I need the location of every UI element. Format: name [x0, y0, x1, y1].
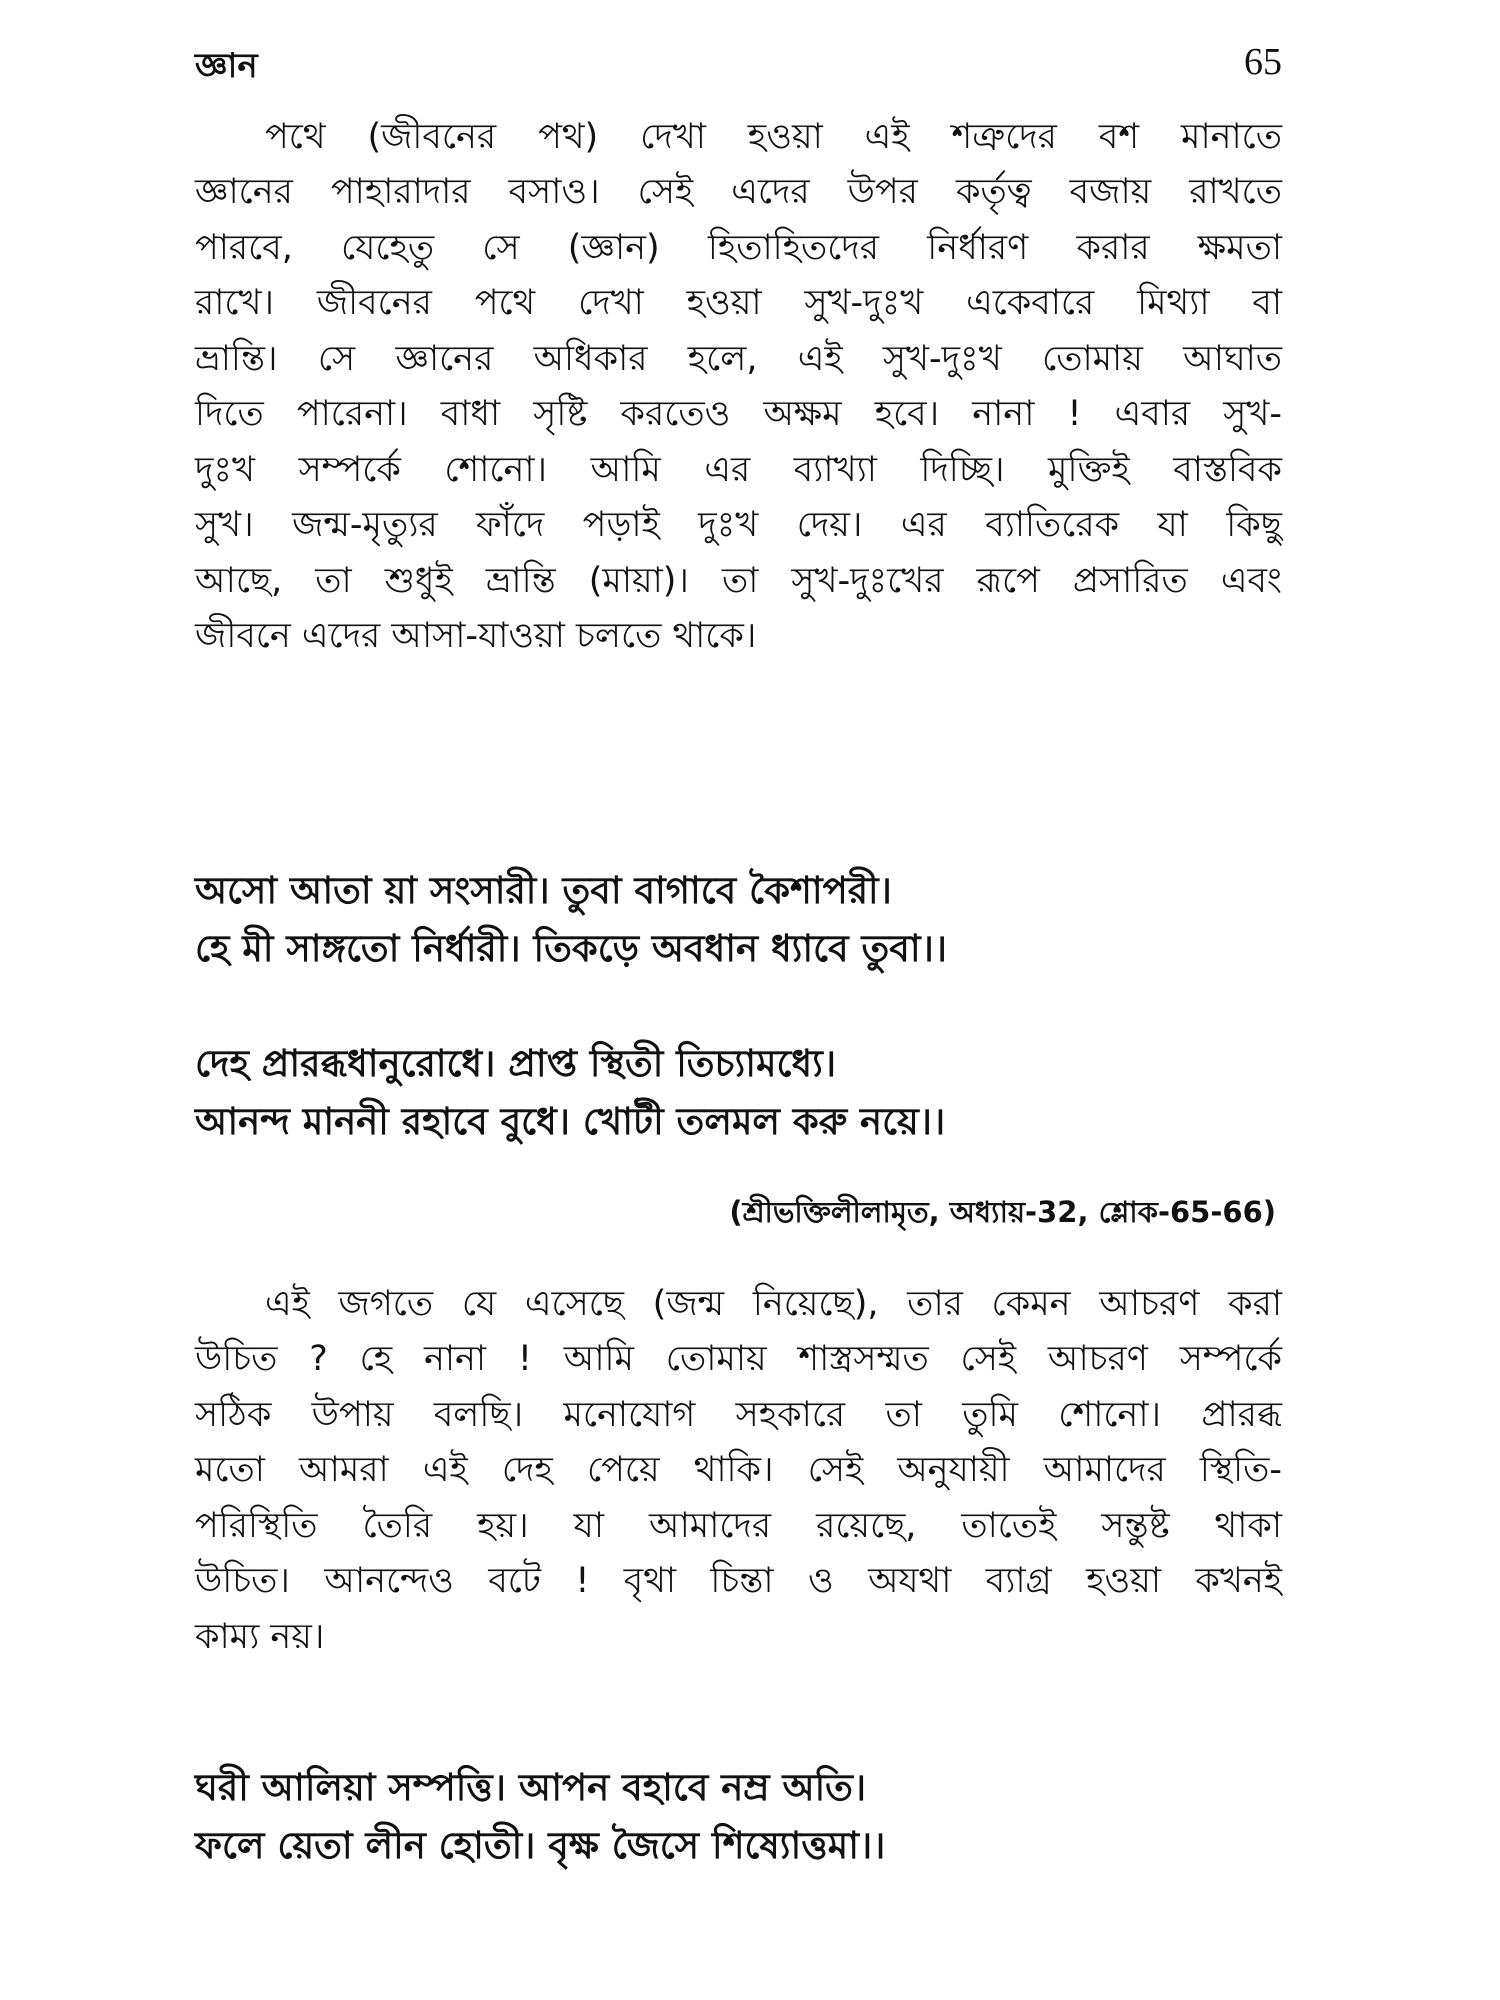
paragraph-line: পারবে, যেহেতু সে (জ্ঞান) হিতাহিতদের নির্ধারণ করার ক্ষমতা	[195, 228, 1282, 268]
paragraph-line: পরিস্থিতি তৈরি হয়। যা আমাদের রয়েছে, তাতেই সন্তুষ্ট থাকা	[195, 1506, 1282, 1546]
paragraph-line: এই জগতে যে এসেছে (জন্ম নিয়েছে), তার কেমন আচরণ করা	[265, 1284, 1282, 1324]
verse-line: হে মী সাঙ্গতো নির্ধারী। তিকড়ে অবধান ধ্যাবে তুবা।।	[195, 927, 948, 970]
citation: (শ্রীভক্তিলীলামৃত, অধ্যায়-32, শ্লোক-65-66)	[729, 1195, 1276, 1229]
verse-line: ঘরী আলিয়া সম্পত্তি। আপন বহাবে নম্র অতি।	[195, 1766, 867, 1809]
paragraph-line: উচিত ? হে নানা ! আমি তোমায় শাস্ত্রসম্মত সেই আচরণ সম্পর্কে	[195, 1339, 1282, 1379]
paragraph-line: সঠিক উপায় বলছি। মনোযোগ সহকারে তা তুমি শোনো। প্রারব্ধ	[195, 1395, 1282, 1435]
verse-line: দেহ প্রারব্ধধানুরোধে। প্রাপ্ত স্থিতী তিচ্যামধ্যে।	[195, 1042, 837, 1085]
paragraph-line: কাম্য নয়।	[195, 1617, 325, 1657]
paragraph-line: আছে, তা শুধুই ভ্রান্তি (মায়া)। তা সুখ-দুঃখের রূপে প্রসারিত এবং	[195, 561, 1282, 601]
page-number: 65	[1244, 41, 1282, 83]
verse-line: আনন্দ মাননী রহাবে বুধে। খোটী তলমল করু নয়ে।।	[195, 1100, 946, 1143]
running-header-title: জ্ঞান	[195, 46, 258, 86]
paragraph-line: পথে (জীবনের পথ) দেখা হওয়া এই শত্রুদের বশ মানাতে	[265, 117, 1282, 157]
paragraph-line: সুখ। জন্ম-মৃত্যুর ফাঁদে পড়াই দুঃখ দেয়। এর ব্যাতিরেক যা কিছু	[195, 505, 1282, 545]
verse-line: ফলে য়েতা লীন হোতী। বৃক্ষ জৈসে শিষ্যোত্তমা।।	[195, 1824, 886, 1867]
verse-line: অসো আতা য়া সংসারী। তুবা বাগাবে কৈশাপরী।	[195, 869, 892, 912]
paragraph-line: দুঃখ সম্পর্কে শোনো। আমি এর ব্যাখ্যা দিচ্ছি। মুক্তিই বাস্তবিক	[195, 450, 1282, 490]
paragraph-line: জীবনে এদের আসা-যাওয়া চলতে থাকে।	[195, 616, 757, 656]
paragraph-line: ভ্রান্তি। সে জ্ঞানের অধিকার হলে, এই সুখ-দুঃখ তোমায় আঘাত	[195, 339, 1282, 379]
paragraph-line: রাখে। জীবনের পথে দেখা হওয়া সুখ-দুঃখ একেবারে মিথ্যা বা	[195, 283, 1282, 323]
paragraph-line: মতো আমরা এই দেহ পেয়ে থাকি। সেই অনুযায়ী আমাদের স্থিতি-	[195, 1450, 1282, 1490]
paragraph-line: উচিত। আনন্দেও বটে ! বৃথা চিন্তা ও অযথা ব্যাগ্র হওয়া কখনই	[195, 1561, 1282, 1601]
paragraph-line: দিতে পারেনা। বাধা সৃষ্টি করতেও অক্ষম হবে। নানা ! এবার সুখ-	[195, 394, 1282, 434]
paragraph-line: জ্ঞানের পাহারাদার বসাও। সেই এদের উপর কর্তৃত্ব বজায় রাখতে	[195, 172, 1282, 212]
